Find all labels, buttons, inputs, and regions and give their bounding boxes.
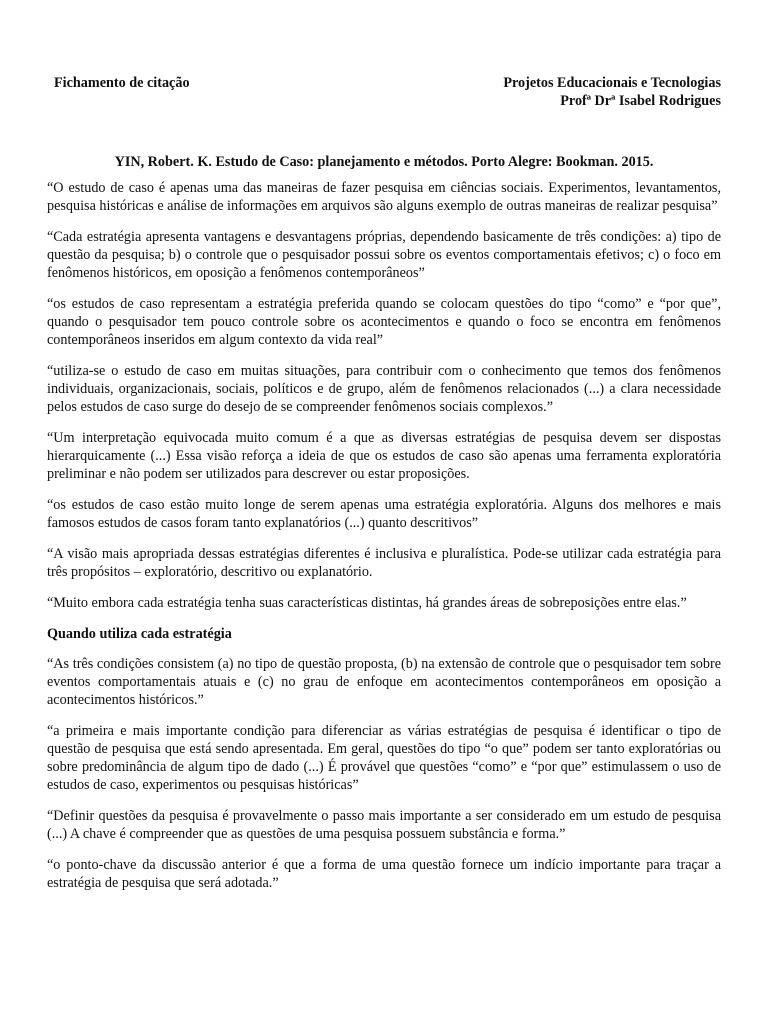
header-course-info <box>503 74 721 110</box>
quote-paragraph: “Muito embora cada estratégia tenha suas características distintas, há grandes áreas de sobreposições entre elas.” <box>47 595 687 611</box>
quote-paragraph: “utiliza-se o estudo de caso em muitas situações, para contribuir com o conhecimento que temos dos fenômenos individuais, organizacionais, sociais, políticos e de grupo, além de fenômenos relacionados (...) a clara necessidade pelos estudos de caso surge do desejo de se compreender fenômenos sociais complexos.” <box>47 363 721 415</box>
quote-paragraph: “Um interpretação equivocada muito comum é a que as diversas estratégias de pesquisa devem ser dispostas hierarquicamente (...) Essa visão reforça a ideia de que os estudos de caso são apenas uma ferramenta exploratória preliminar e não podem ser utilizados para descrever ou estar proposições. <box>47 430 721 482</box>
quote-paragraph: “os estudos de caso representam a estratégia preferida quando se colocam questões do tipo “como” e “por que”, quando o pesquisador tem pouco controle sobre os acontecimentos e quando o foco se encontra em fenômenos contemporâneos inseridos em algum contexto da vida real” <box>47 296 721 348</box>
bibliographic-reference: YIN, Robert. K. Estudo de Caso: planejamento e métodos. Porto Alegre: Bookman. 2015. <box>114 154 654 170</box>
section-heading: Quando utiliza cada estratégia <box>47 626 232 642</box>
quote-paragraph: “a primeira e mais importante condição para diferenciar as várias estratégias de pesquisa é identificar o tipo de questão de pesquisa que está sendo apresentada. Em geral, questões do tipo “o que” podem ser tanto exploratórias ou sobre predominância de algum tipo de dado (...) É provável que questões “como” e “por que” estimulassem o uso de estudos de caso, experimentos ou pesquisas históricas” <box>47 723 721 793</box>
document-header <box>47 74 721 110</box>
quote-paragraph: “os estudos de caso estão muito longe de serem apenas uma estratégia exploratória. Alguns dos melhores e mais famosos estudos de casos foram tanto explanatórios (...) quanto descritivos” <box>47 497 721 531</box>
quote-paragraph: “Definir questões da pesquisa é provavelmente o passo mais importante a ser considerado em um estudo de pesquisa (...) A chave é compreender que as questões de uma pesquisa possuem substância e forma.” <box>47 808 721 842</box>
header-course-name: Projetos Educacionais e Tecnologias <box>503 75 721 91</box>
quote-paragraph: “As três condições consistem (a) no tipo de questão proposta, (b) na extensão de controle que o pesquisador tem sobre eventos comportamentais atuais e (c) no grau de enfoque em acontecimentos contemporâneos em oposição a acontecimentos históricos.” <box>47 656 721 708</box>
quote-paragraph: “o ponto-chave da discussão anterior é que a forma de uma questão fornece um indício importante para traçar a estratégia de pesquisa que será adotada.” <box>47 857 721 891</box>
header-title: Fichamento de citação <box>54 75 190 91</box>
quote-paragraph: “A visão mais apropriada dessas estratégias diferentes é inclusiva e pluralística. Pode-se utilizar cada estratégia para três propósitos – exploratório, descritivo ou explanatório. <box>47 546 721 580</box>
document-page <box>47 74 721 905</box>
quote-paragraph: “O estudo de caso é apenas uma das maneiras de fazer pesquisa em ciências sociais. Experimentos, levantamentos, pesquisa históricas e análise de informações em arquivos são alguns exemplo de outras maneiras de realizar pesquisa” <box>47 180 721 214</box>
quotes-section <box>47 179 721 892</box>
quote-paragraph: “Cada estratégia apresenta vantagens e desvantagens próprias, dependendo basicamente de três condições: a) tipo de questão da pesquisa; b) o controle que o pesquisador possui sobre os eventos comportamentais efetivos; c) o foco em fenômenos históricos, em oposição a fenômenos contemporâneos” <box>47 229 721 281</box>
header-professor-name: Profª Drª Isabel Rodrigues <box>560 93 721 109</box>
